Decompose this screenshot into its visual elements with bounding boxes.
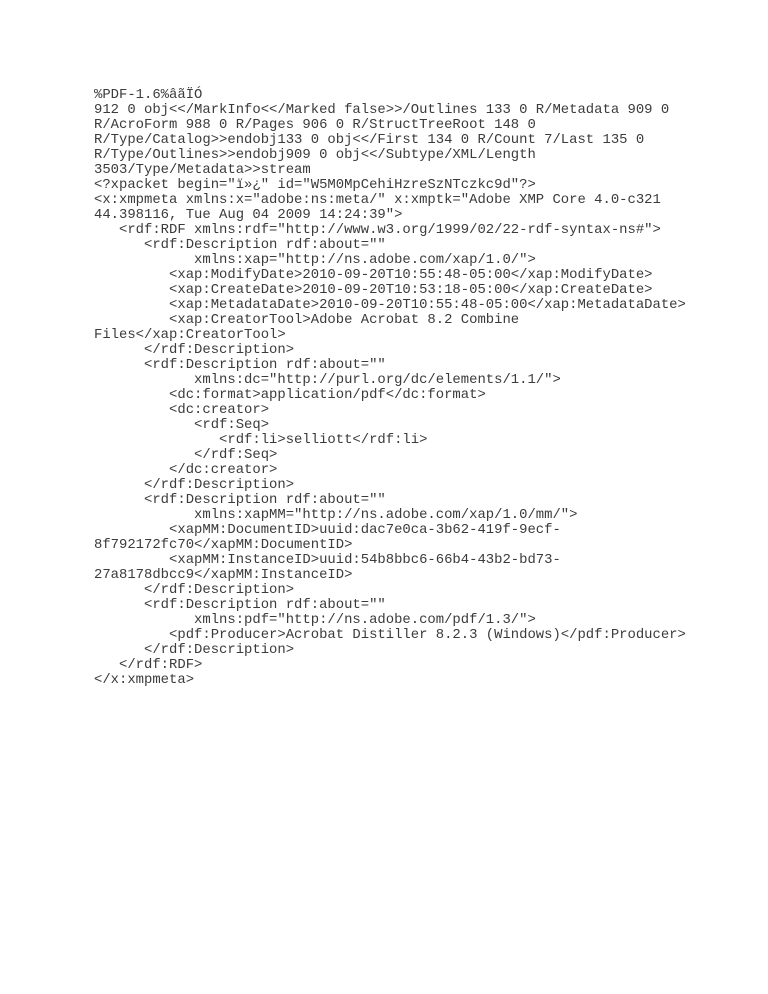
code-line: %PDF-1.6%âãÏÓ (94, 87, 203, 103)
code-line: xmlns:dc="http://purl.org/dc/elements/1.1/"> (94, 372, 561, 388)
code-line: <rdf:RDF xmlns:rdf="http://www.w3.org/1999/02/22-rdf-syntax-ns#"> (94, 222, 661, 238)
code-line: <xap:CreateDate>2010-09-20T10:53:18-05:00</xap:CreateDate> (94, 282, 653, 298)
code-line: <dc:format>application/pdf</dc:format> (94, 387, 486, 403)
code-line: <rdf:Description rdf:about="" (94, 357, 386, 373)
code-line: <xap:ModifyDate>2010-09-20T10:55:48-05:00</xap:ModifyDate> (94, 267, 653, 283)
code-line: xmlns:xapMM="http://ns.adobe.com/xap/1.0/mm/"> (94, 507, 578, 523)
code-line: <rdf:Description rdf:about="" (94, 597, 386, 613)
code-line: <rdf:li>selliott</rdf:li> (94, 432, 428, 448)
code-line: xmlns:xap="http://ns.adobe.com/xap/1.0/"> (94, 252, 536, 268)
code-line: 27a8178dbcc9</xapMM:InstanceID> (94, 567, 353, 583)
code-line: <xap:CreatorTool>Adobe Acrobat 8.2 Combine (94, 312, 520, 328)
code-line: <xapMM:InstanceID>uuid:54b8bbc6-66b4-43b2-bd73- (94, 552, 561, 568)
code-line: <x:xmpmeta xmlns:x="adobe:ns:meta/" x:xmptk="Adobe XMP Core 4.0-c321 (94, 192, 661, 208)
code-line: <xap:MetadataDate>2010-09-20T10:55:48-05:00</xap:MetadataDate> (94, 297, 686, 313)
code-line: </rdf:Description> (94, 477, 295, 493)
code-line: Files</xap:CreatorTool> (94, 327, 286, 343)
code-line: <pdf:Producer>Acrobat Distiller 8.2.3 (Windows)</pdf:Producer> (94, 627, 686, 643)
code-line: <?xpacket begin="ï»¿" id="W5M0MpCehiHzreSzNTczkc9d"?> (94, 177, 536, 193)
code-line: </rdf:Seq> (94, 447, 278, 463)
code-line: <rdf:Seq> (94, 417, 270, 433)
code-line: </dc:creator> (94, 462, 278, 478)
code-line: R/Type/Outlines>>endobj909 0 obj<</Subtype/XML/Length (94, 147, 536, 163)
code-line: <rdf:Description rdf:about="" (94, 237, 386, 253)
code-line: </rdf:Description> (94, 582, 295, 598)
code-line: </rdf:RDF> (94, 657, 203, 673)
code-line: </rdf:Description> (94, 342, 295, 358)
code-line: </x:xmpmeta> (94, 672, 195, 688)
code-line: <dc:creator> (94, 402, 270, 418)
pdf-source-text (94, 88, 694, 688)
code-line: 3503/Type/Metadata>>stream (94, 162, 311, 178)
code-line: <rdf:Description rdf:about="" (94, 492, 386, 508)
code-line: xmlns:pdf="http://ns.adobe.com/pdf/1.3/"> (94, 612, 536, 628)
code-line: 44.398116, Tue Aug 04 2009 14:24:39"> (94, 207, 403, 223)
code-line: R/AcroForm 988 0 R/Pages 906 0 R/StructTreeRoot 148 0 (94, 117, 536, 133)
code-line: 912 0 obj<</MarkInfo<</Marked false>>/Outlines 133 0 R/Metadata 909 0 (94, 102, 670, 118)
code-line: <xapMM:DocumentID>uuid:dac7e0ca-3b62-419f-9ecf- (94, 522, 561, 538)
code-line: </rdf:Description> (94, 642, 295, 658)
code-line: 8f792172fc70</xapMM:DocumentID> (94, 537, 353, 553)
code-line: R/Type/Catalog>>endobj133 0 obj<</First 134 0 R/Count 7/Last 135 0 (94, 132, 645, 148)
